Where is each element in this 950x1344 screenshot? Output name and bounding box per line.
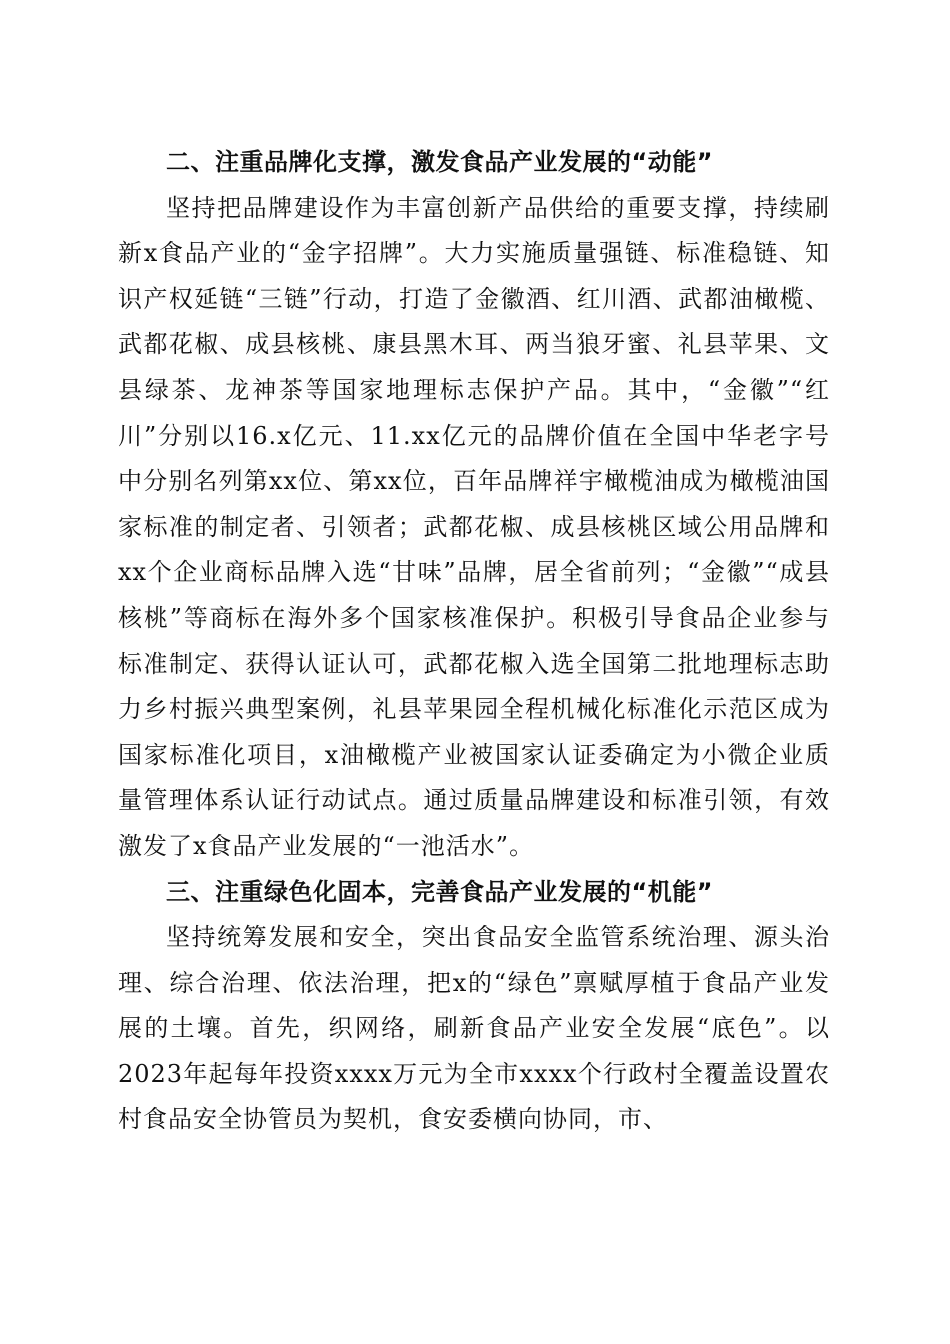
section-paragraph-green: 坚持统筹发展和安全，突出食品安全监管系统治理、源头治理、综合治理、依法治理，把x的“绿色”禀赋厚植于食品产业发展的土壤。首先，织网络，刷新食品产业安全发展“底色”。以2023年起每年投资xxxx万元为全市xxxx个行政村全覆盖设置农村食品安全协管员为契机，食安委横向协同，市、 — [118, 923, 830, 1134]
section-paragraph-brand: 坚持把品牌建设作为丰富创新产品供给的重要支撑，持续刷新x食品产业的“金字招牌”。大力实施质量强链、标准稳链、知识产权延链“三链”行动，打造了金徽酒、红川酒、武都油橄榄、武都花椒、成县核桃、康县黑木耳、两当狼牙蜜、礼县苹果、文县绿茶、龙神茶等国家地理标志保护产品。其中，“金徽”“红川”分别以16.x亿元、11.xx亿元的品牌价值在全国中华老字号中分别名列第xx位、第xx位，百年品牌祥宇橄榄油成为橄榄油国家标准的制定者、引领者；武都花椒、成县核桃区域公用品牌和xx个企业商标品牌入选“甘味”品牌，居全省前列；“金徽”“成县核桃”等商标在海外多个国家核准保护。积极引导食品企业参与标准制定、获得认证认可，武都花椒入选全国第二批地理标志助力乡村振兴典型案例，礼县苹果园全程机械化标准化示范区成为国家标准化项目，x油橄榄产业被国家认证委确定为小微企业质量管理体系认证行动试点。通过质量品牌建设和标准引领，有效激发了x食品产业发展的“一池活水”。 — [118, 193, 830, 860]
section-heading-brand: 二、注重品牌化支撑，激发食品产业发展的“动能” — [166, 148, 714, 176]
document-body — [118, 140, 830, 1143]
section-heading-green: 三、注重绿色化固本，完善食品产业发展的“机能” — [166, 877, 714, 906]
